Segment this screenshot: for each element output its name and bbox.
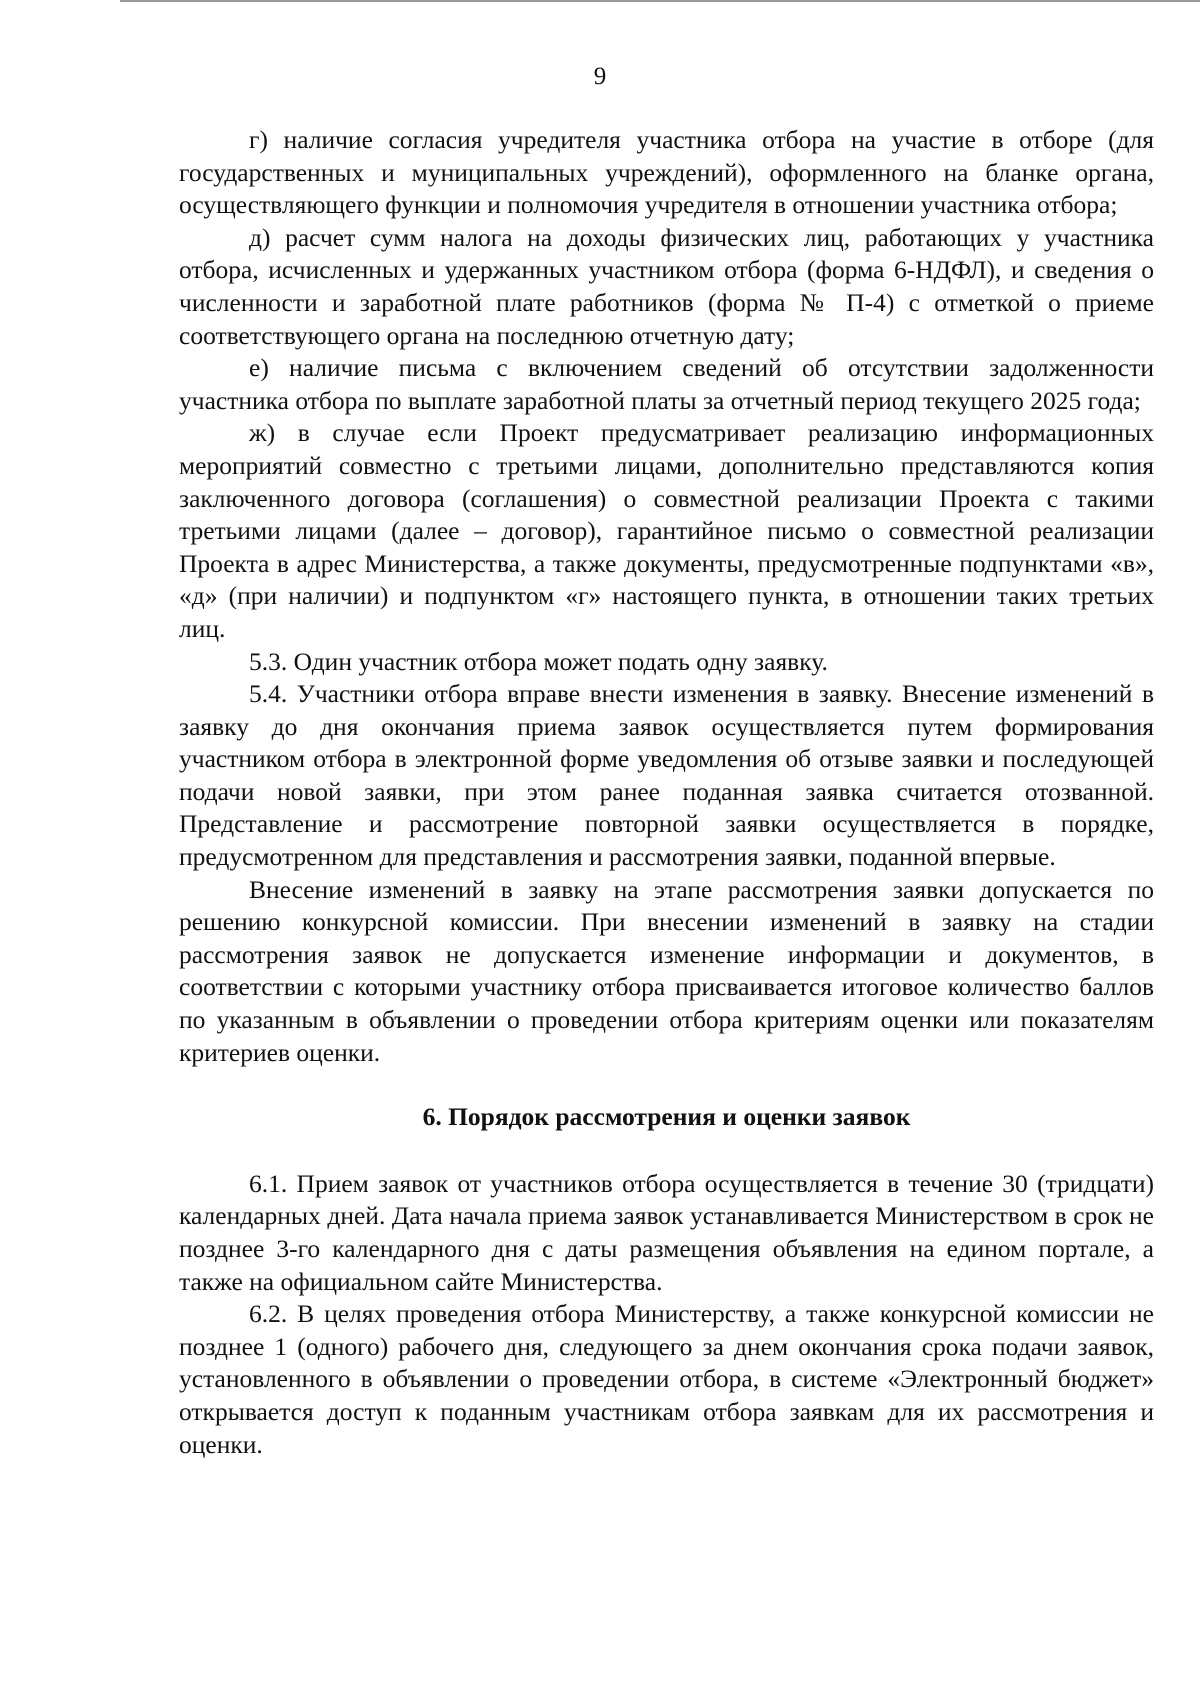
paragraph-5-4: 5.4. Участники отбора вправе внести изменения в заявку. Внесение изменений в заявку до дня окончания приема заявок осуществляется путем формирования участником отбора в электронной форме уведомления об отзыве заявки и последующей подачи новой заявки, при этом ранее поданная заявка считается отозванной. Представление и рассмотрение повторной заявки осуществляется в порядке, предусмотренном для представления и рассмотрения заявки, поданной впервые.: [179, 679, 1154, 872]
paragraph-g: г) наличие согласия учредителя участника отбора на участие в отборе (для государственных и муниципальных учреждений), оформленного на бланке органа, осуществляющего функции и полномочия учредителя в отношении участника отбора;: [179, 125, 1154, 220]
paragraph-5-4-changes: Внесение изменений в заявку на этапе рассмотрения заявки допускается по решению конкурсной комиссии. При внесении изменений в заявку на стадии рассмотрения заявок не допускается изменение информации и документов, в соответствии с которыми участнику отбора присваивается итоговое количество баллов по указанным в объявлении о проведении отбора критериям оценки или показателям критериев оценки.: [179, 874, 1154, 1067]
paragraph-d: д) расчет сумм налога на доходы физических лиц, работающих у участника отбора, исчисленных и удержанных участником отбора (форма 6-НДФЛ), и сведения о численности и заработной плате работников (форма № П-4) с отметкой о приеме соответствующего органа на последнюю отчетную дату;: [179, 222, 1154, 350]
paragraph-5-3: 5.3. Один участник отбора может подать одну заявку.: [249, 646, 828, 676]
scan-edge-line: [120, 0, 1200, 2]
paragraph-zh: ж) в случае если Проект предусматривает реализацию информационных мероприятий совместно с третьими лицами, дополнительно представляются копия заключенного договора (соглашения) о совместной реализации Проекта с такими третьими лицами (далее – договор), гарантийное письмо о совместной реализации Проекта в адрес Министерства, а также документы, предусмотренные подпунктами «в», «д» (при наличии) и подпунктом «г» настоящего пункта, в отношении таких третьих лиц.: [179, 418, 1154, 643]
page-number: 9: [593, 63, 607, 90]
paragraph-e: е) наличие письма с включением сведений об отсутствии задолженности участника отбора по выплате заработной платы за отчетный период текущего 2025 года;: [179, 353, 1154, 415]
document-body: [179, 124, 1154, 1461]
paragraph-6-2: 6.2. В целях проведения отбора Министерству, а также конкурсной комиссии не позднее 1 (одного) рабочего дня, следующего за днем окончания срока подачи заявок, установленного в объявлении о проведении отбора, в системе «Электронный бюджет» открывается доступ к поданным участникам отбора заявкам для их рассмотрения и оценки.: [179, 1299, 1154, 1459]
paragraph-6-1: 6.1. Прием заявок от участников отбора осуществляется в течение 30 (тридцати) календарных дней. Дата начала приема заявок устанавливается Министерством в срок не позднее 3-го календарного дня с даты размещения объявления на едином портале, а также на официальном сайте Министерства.: [179, 1168, 1154, 1296]
section-title: 6. Порядок рассмотрения и оценки заявок: [422, 1102, 911, 1132]
